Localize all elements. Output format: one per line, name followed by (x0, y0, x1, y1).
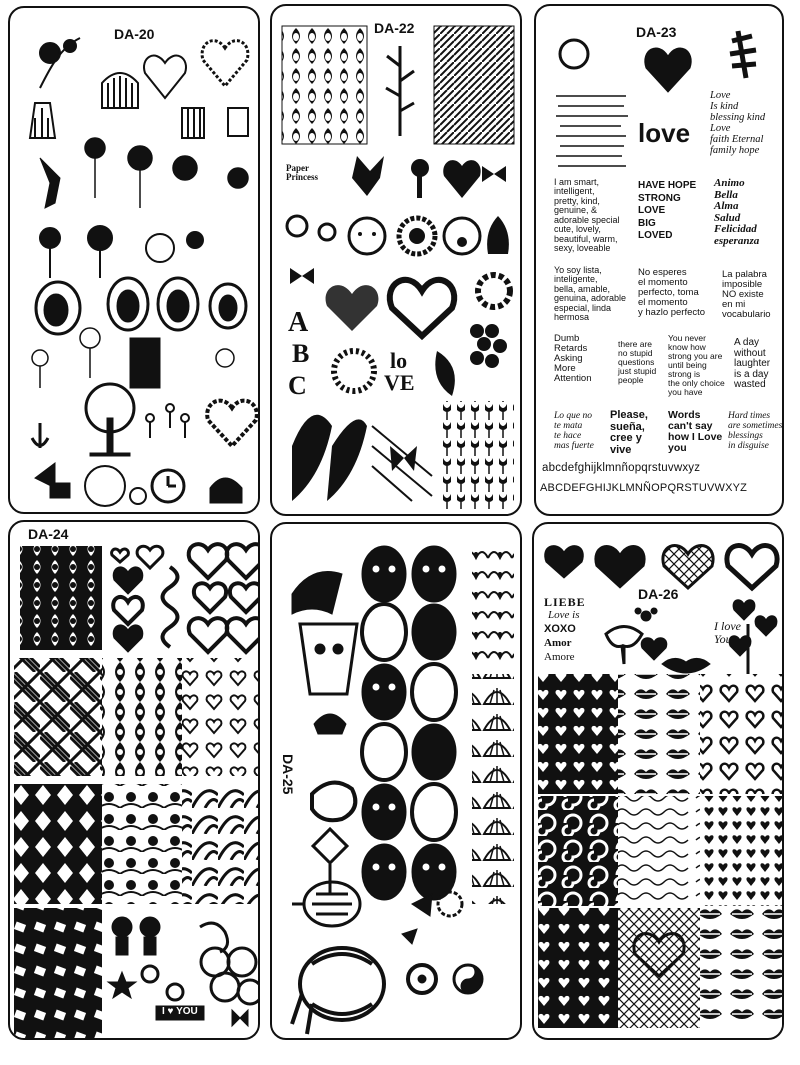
scale-pattern (20, 546, 102, 650)
plate-da22-artwork (272, 6, 522, 516)
sunflower-image (478, 275, 510, 307)
plate-da25-artwork (272, 524, 522, 1040)
plate-da23 (534, 4, 784, 516)
plate-label: DA-24 (28, 526, 69, 542)
flower-image (167, 984, 183, 1000)
keys-image (146, 404, 189, 438)
kiss-lips-image (662, 658, 710, 673)
outline-heart-image (727, 545, 777, 588)
peacock-feather-pattern (282, 26, 367, 144)
damask-pattern (102, 658, 182, 776)
firework-image (412, 894, 432, 916)
have-hope-text: HAVE HOPE STRONG LOVE BIG LOVED (638, 180, 697, 241)
plate-label: DA-25 (280, 754, 296, 795)
opera-face-portrait-image (300, 624, 357, 694)
i-am-smart-text: I am smart, intelligent, pretty, kind, genuine, & adorable special cute, lovely, beautiful, warm, sexy, loveable (554, 177, 620, 254)
dots-circles-image (470, 324, 507, 368)
apple-image (560, 40, 588, 68)
letter-a-image: A (288, 307, 309, 338)
small-knot-image (402, 929, 417, 944)
plate-da20 (8, 6, 260, 514)
bicycle-image (287, 216, 335, 240)
text-heart-image (645, 48, 691, 92)
plate-label: DA-23 (636, 24, 677, 40)
ginkgo-image (606, 627, 642, 665)
fairy-image (40, 158, 60, 208)
dandelions-image (85, 138, 248, 208)
never-know-text: You never know how strong you are until being strong is the only choice you have (668, 333, 725, 397)
butterfly-lines-image (372, 426, 432, 501)
fan-scallop-pattern (472, 674, 514, 904)
block-pattern (14, 908, 102, 1038)
lowercase-alphabet-text: abcdefghijklmnñopqrstuvwxyz (542, 462, 701, 474)
small-cages-image (182, 108, 248, 138)
script-letter-image (556, 96, 628, 166)
cloud-swirl-image (312, 783, 355, 821)
solid-heart-image (545, 546, 584, 578)
amore-text: Amore (544, 651, 575, 663)
hard-times-text: Hard times are sometimes blessings in disguise (728, 411, 783, 451)
opera-headdress-image (292, 572, 342, 615)
tiny-hearts-pattern (700, 796, 782, 906)
palm-leaf-pattern (434, 26, 514, 144)
outline-heart-image (390, 280, 454, 336)
plate-da24 (8, 520, 260, 1040)
lips-pattern (618, 674, 700, 794)
no-esperes-text: No esperes el momento perfecto, toma el momento y hazlo perfecto (638, 267, 706, 318)
textured-heart-image (207, 401, 257, 446)
small-hearts-grid-pattern (538, 674, 618, 794)
dumb-text: Dumb Retards Asking More Attention (554, 333, 592, 384)
rose-image (142, 966, 158, 982)
a-day-text: A day without laughter is a day wasted (734, 337, 771, 390)
bear-face-image (444, 218, 480, 254)
outline-hearts-image (189, 544, 260, 652)
scribble-heart-image (326, 285, 379, 331)
flower-sprigs-image (40, 226, 203, 278)
outline-hearts-pattern (182, 658, 260, 776)
butterfly-image (232, 1010, 248, 1026)
keys-roses-image (411, 159, 429, 198)
branch-image (386, 46, 414, 136)
letter-b-image: B (292, 339, 310, 368)
there-are-text: there are no stupid questions just stupid people (618, 339, 657, 385)
words-text: Words can't say how I Love you (668, 409, 723, 455)
cartoon-girls-image (112, 917, 160, 955)
mesh-heart-image (663, 545, 713, 588)
uppercase-alphabet-text: ABCDEFGHIJKLMNÑOPQRSTUVWXYZ (540, 482, 748, 494)
heart-pattern-image (113, 567, 143, 594)
la-palabra-text: La palabra imposible NO existe en mi vocabulario (722, 269, 771, 320)
tree-image (86, 384, 134, 456)
cloud-wave-pattern (472, 544, 514, 664)
i-love-you-stamp-text: I ♥ YOU (162, 1006, 198, 1017)
vine-leaves-pattern (182, 784, 260, 904)
yin-yang-image (454, 965, 482, 993)
cameo-portraits-image (36, 278, 246, 334)
bow2-image (290, 268, 314, 284)
penguin-image (487, 216, 509, 254)
feather-image (435, 351, 455, 396)
crosshatch-stripe-pattern (14, 658, 102, 776)
amor-text: Amor (544, 637, 572, 649)
small-hearts-image (112, 546, 163, 568)
flower-branch-image (40, 38, 80, 88)
gramophone-image (35, 463, 70, 498)
animo-text: Animo Bella Alma Salud Felicidad esperanza (714, 177, 760, 247)
tulip-pattern (440, 401, 514, 509)
round-lantern-image (292, 882, 360, 926)
diamond-pattern (14, 784, 102, 904)
birdcage-image (102, 73, 138, 108)
brand-logo-text: Paper Princess (286, 163, 318, 183)
heart-rows-pattern (538, 908, 618, 1028)
dotted-heart-image (202, 41, 248, 86)
scroll-heart-image (113, 597, 143, 624)
large-lantern-image (292, 948, 384, 1034)
ring-circles-image (201, 948, 260, 1004)
liebe-text: LIEBE (544, 595, 586, 609)
paw-print-image (635, 608, 657, 621)
girl-silhouette-image (130, 338, 160, 388)
telephone-image (210, 478, 242, 503)
heart-birds-image (144, 56, 186, 98)
plate-da22 (270, 4, 522, 516)
plum-blossom-image (408, 965, 436, 993)
i-love-you-text: I love You (714, 619, 741, 646)
love-letters-image-2: VE (384, 370, 415, 395)
plate-da25 (270, 522, 522, 1040)
leaves-image (292, 415, 367, 501)
swirl-pattern (538, 796, 618, 906)
plate-da26 (532, 522, 784, 1040)
heart-face-image (641, 638, 667, 660)
fleur-pattern (102, 784, 182, 904)
lips-scattered-pattern (700, 908, 782, 1028)
swirl-heart-image (595, 545, 645, 588)
hat-image (314, 714, 346, 734)
love-letters-image: lo (390, 348, 408, 373)
love-is-text: Love is (548, 609, 580, 621)
love-words-text: Love Is kind blessing kind Love faith Eternal family hope (710, 90, 766, 157)
love-big-text: love (638, 118, 691, 148)
outline-hearts-pattern (700, 674, 782, 794)
plate-label: DA-20 (114, 26, 155, 42)
i-love-you-script-pattern (618, 796, 700, 906)
please-text: Please, sueña, cree y vive (610, 409, 648, 456)
lo-que-text: Lo que no te mata te hace mas fuerte (554, 411, 594, 451)
plate-label: DA-26 (638, 586, 679, 602)
lion-face-image (399, 218, 435, 254)
letter-c-image: C (288, 371, 307, 400)
bicycle-image (85, 466, 146, 506)
spiral-medallion-image (334, 351, 374, 391)
bow-image (482, 166, 506, 182)
yo-soy-text: Yo soy lista, inteligente, bella, amable, genuina, adorable especial, linda hermosa (554, 265, 627, 323)
stars-image (108, 972, 136, 998)
swirl-vine-image (163, 567, 178, 647)
lace-heart-image (113, 625, 143, 652)
leaf-flower-image (352, 156, 384, 196)
plate-label: DA-22 (374, 20, 415, 36)
crosshatch-heart-pattern (618, 908, 700, 1028)
opera-masks-image (362, 546, 456, 900)
anchor-image (32, 423, 48, 448)
cat-face-image (349, 218, 385, 254)
hanging-cage-image (30, 103, 55, 138)
plate-da24-artwork (10, 522, 260, 1040)
leaf-branch-image (730, 31, 756, 78)
pocket-watch-image (152, 470, 184, 502)
xoxo-text: XOXO (544, 623, 576, 635)
plate-da20-artwork (10, 8, 260, 514)
strawberry-heart-image (443, 160, 480, 198)
